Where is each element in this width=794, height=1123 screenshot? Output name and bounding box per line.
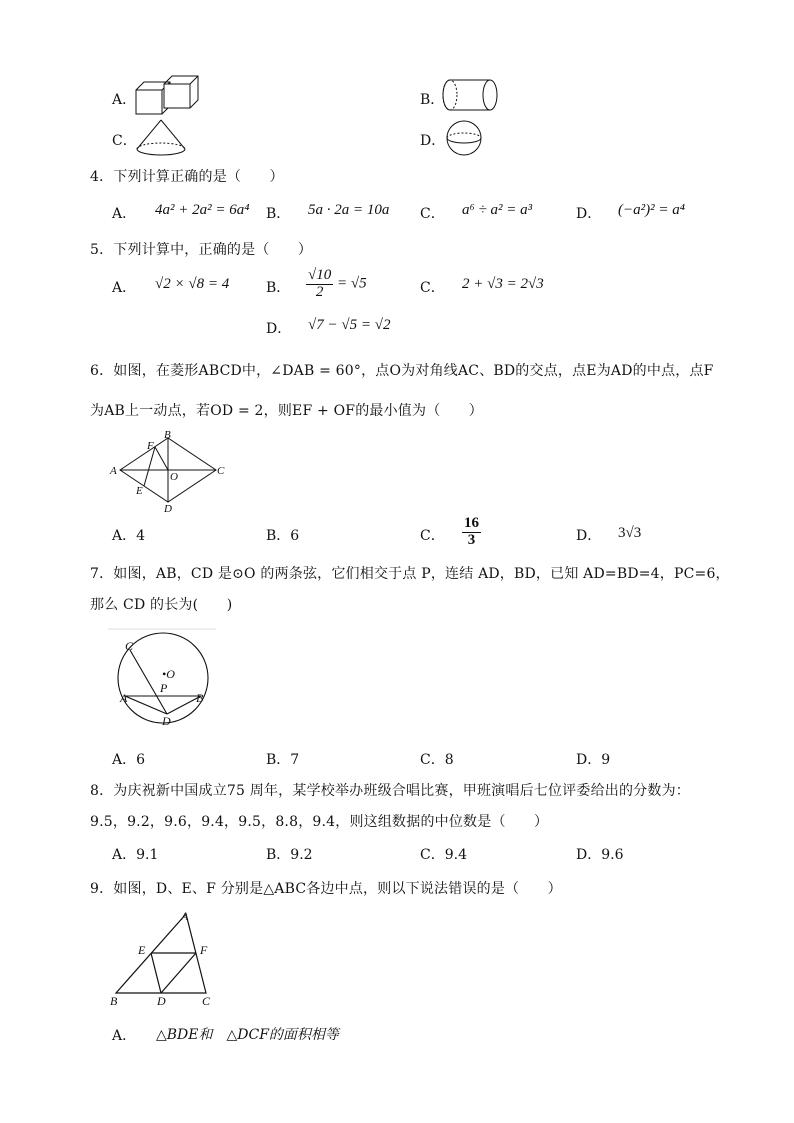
q6-option-c[interactable]: [462, 516, 481, 549]
q8-option-b[interactable]: B．9.2: [266, 847, 313, 863]
q9-label-b: B: [110, 994, 118, 1008]
q7-label-o: •O: [162, 667, 175, 681]
circle-chords-figure: [108, 628, 218, 732]
q4-option-c[interactable]: a⁶ ÷ a² = a³: [462, 202, 533, 218]
q8-option-a[interactable]: A．9.1: [112, 847, 159, 863]
q3-option-d-label[interactable]: D．: [420, 133, 446, 149]
q5-option-b[interactable]: [306, 268, 367, 301]
q6-option-c-label[interactable]: C．: [420, 528, 445, 544]
q5-option-b-numerator: √10: [308, 267, 332, 283]
q7-label-a: A: [120, 691, 128, 705]
q6-label-e: E: [136, 485, 143, 497]
q5-option-c-label[interactable]: C．: [420, 280, 445, 296]
q3-option-b-label[interactable]: B．: [420, 92, 445, 108]
q6-stem-line1: 6．如图，在菱形ABCD中，∠DAB = 60°，点O为对角线AC、BD的交点，点E为AD的中点，点F: [90, 363, 714, 379]
q6-label-f: F: [147, 440, 154, 452]
q6-option-c-numerator: 16: [464, 515, 479, 531]
q7-option-d[interactable]: D．9: [576, 752, 611, 768]
q9-label-e: E: [138, 943, 146, 957]
q7-option-b[interactable]: B．7: [266, 752, 300, 768]
q6-stem-line2: 为AB上一动点，若OD = 2，则EF + OF的最小值为（ ）: [90, 403, 483, 419]
q8-stem-line1: 8．为庆祝新中国成立75 周年，某学校举办班级合唱比赛，甲班演唱后七位评委给出的分数为：: [90, 783, 690, 799]
cylinder-figure: [440, 78, 504, 114]
q4-option-d-label[interactable]: D．: [576, 206, 602, 222]
q3-option-c-label[interactable]: C．: [112, 133, 137, 149]
q9-label-c: C: [202, 994, 211, 1008]
q4-stem: 4．下列计算正确的是（ ）: [90, 169, 284, 185]
q5-option-d[interactable]: √7 − √5 = √2: [308, 317, 391, 333]
q3-option-a-label[interactable]: A．: [112, 92, 137, 108]
q9-stem: 9．如图，D、E、F 分别是△ABC各边中点，则以下说法错误的是（ ）: [90, 881, 562, 897]
q8-option-c[interactable]: C．9.4: [420, 847, 467, 863]
q5-option-b-label[interactable]: B．: [266, 280, 291, 296]
two-cubes-figure: [134, 74, 204, 116]
q7-label-p: P: [160, 681, 168, 695]
q9-label-a: A: [181, 909, 189, 923]
q6-option-c-denominator: 3: [467, 531, 476, 548]
q7-label-d: D: [162, 714, 171, 728]
q6-option-d-label[interactable]: D．: [576, 528, 602, 544]
q7-stem-line2: 那么 CD 的长为( ): [90, 597, 233, 613]
q8-stem-line2: 9.5，9.2，9.6，9.4，9.5，8.8，9.4，则这组数据的中位数是（ ）: [90, 814, 549, 830]
q7-option-c[interactable]: C．8: [420, 752, 454, 768]
q5-option-a[interactable]: √2 × √8 = 4: [155, 276, 230, 292]
q7-label-b: B: [196, 691, 204, 705]
q6-label-d: D: [164, 503, 172, 515]
q7-label-c: C: [125, 639, 134, 653]
q9-label-f: F: [200, 943, 208, 957]
q5-option-b-denominator: 2: [315, 283, 324, 300]
q6-option-a[interactable]: A．4: [112, 528, 146, 544]
q4-option-d[interactable]: (−a²)² = a⁴: [618, 202, 685, 218]
q6-label-a: A: [110, 465, 117, 477]
q9-label-d: D: [157, 994, 166, 1008]
q5-option-c[interactable]: 2 + √3 = 2√3: [462, 276, 544, 292]
triangle-midpoints-figure: [108, 906, 224, 1010]
q4-option-b-label[interactable]: B．: [266, 206, 291, 222]
q6-label-c: C: [217, 465, 225, 477]
q5-stem: 5．下列计算中，正确的是（ ）: [90, 242, 313, 258]
rhombus-figure: [108, 428, 234, 515]
q5-option-b-rest: = √5: [336, 275, 367, 292]
q8-option-d[interactable]: D．9.6: [576, 847, 624, 863]
q6-option-b[interactable]: B．6: [266, 528, 300, 544]
q4-option-c-label[interactable]: C．: [420, 206, 445, 222]
q6-option-d[interactable]: 3√3: [618, 525, 642, 541]
q6-label-o: O: [170, 471, 178, 483]
q4-option-b[interactable]: 5a · 2a = 10a: [308, 202, 390, 218]
q9-option-a-label[interactable]: A．: [112, 1028, 137, 1044]
q7-stem-line1: 7．如图，AB，CD 是⊙O 的两条弦，它们相交于点 P，连结 AD，BD，已知 AD=BD=4，PC=6，: [90, 566, 730, 582]
q5-option-d-label[interactable]: D．: [266, 321, 292, 337]
q5-option-a-label[interactable]: A．: [112, 280, 137, 296]
cone-figure: [134, 118, 188, 158]
q7-option-a[interactable]: A．6: [112, 752, 146, 768]
q4-option-a[interactable]: 4a² + 2a² = 6a⁴: [155, 202, 250, 218]
q4-option-a-label[interactable]: A．: [112, 206, 137, 222]
q9-option-a[interactable]: △BDE和 △DCF的面积相等: [156, 1027, 339, 1043]
sphere-figure: [444, 120, 484, 156]
q6-label-b: B: [164, 429, 171, 441]
